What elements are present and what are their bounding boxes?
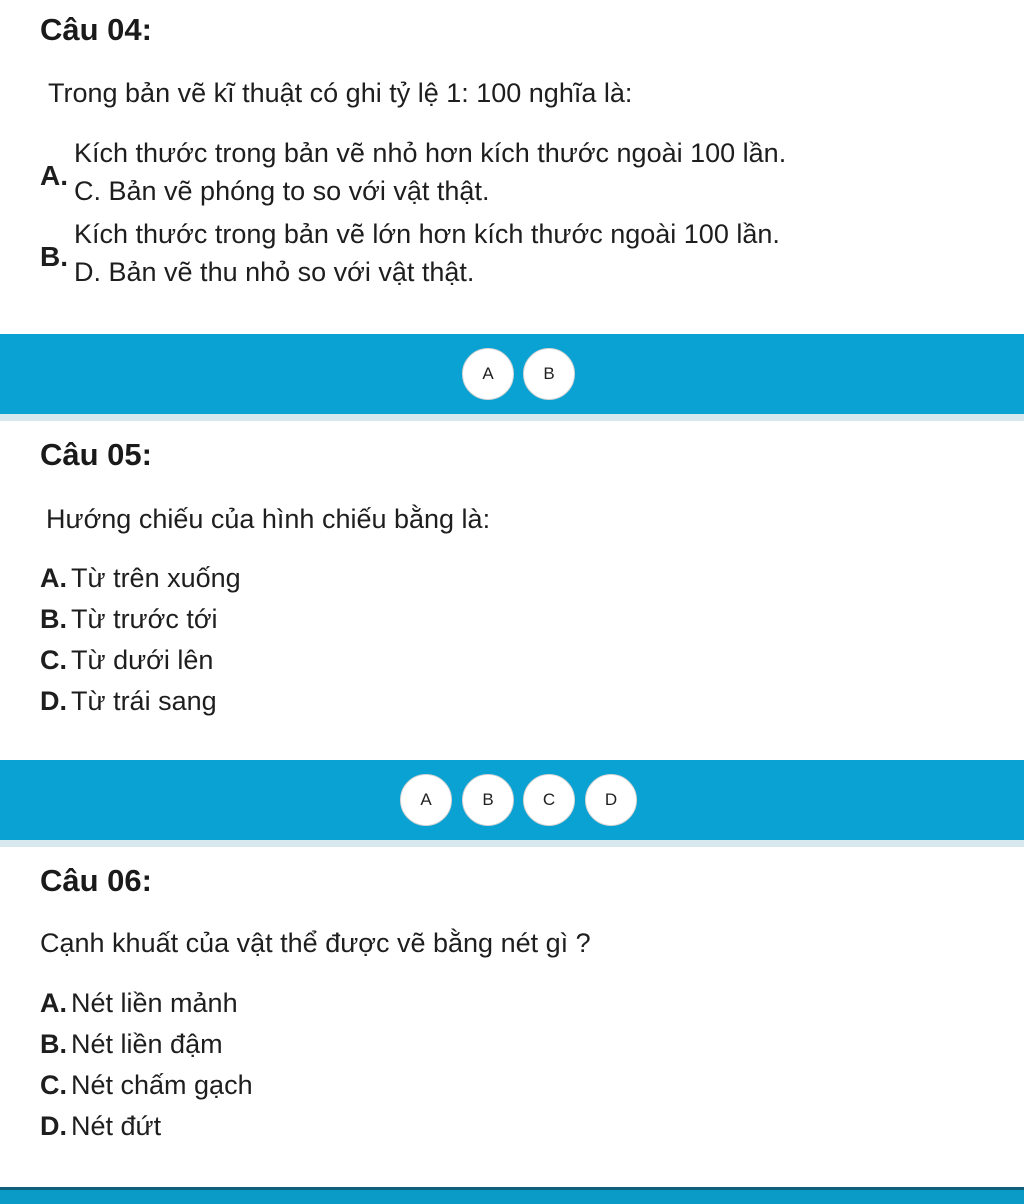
option-d <box>40 1111 161 1142</box>
question-title: Câu 04: <box>40 12 152 47</box>
option-text: Từ trên xuống <box>71 563 241 593</box>
option-a <box>40 563 241 594</box>
option-c <box>40 1070 253 1101</box>
question-stem: Cạnh khuất của vật thể được vẽ bằng nét gì ? <box>40 928 591 958</box>
answer-bar-edge <box>0 1187 1024 1204</box>
option-letter: D. <box>40 686 67 716</box>
option-letter: B. <box>40 241 68 272</box>
option-letter: B. <box>40 604 67 634</box>
option-letter: C. <box>40 1070 67 1100</box>
question-title: Câu 06: <box>40 863 152 898</box>
option-text: Nét liền đậm <box>71 1029 223 1059</box>
question-stem: Trong bản vẽ kĩ thuật có ghi tỷ lệ 1: 100 nghĩa là: <box>48 78 633 108</box>
option-letter: C. <box>40 645 67 675</box>
option-letter: A. <box>40 160 68 191</box>
option-b <box>40 1029 223 1060</box>
option-text: Từ trái sang <box>71 686 217 716</box>
answer-button-a[interactable]: A <box>400 774 452 826</box>
option-text: Kích thước trong bản vẽ nhỏ hơn kích thước ngoài 100 lần. <box>74 138 787 168</box>
option-b <box>40 604 218 635</box>
option-letter: D. <box>40 1111 67 1141</box>
question-title: Câu 05: <box>40 437 152 472</box>
option-a <box>40 988 238 1019</box>
answer-button-a[interactable]: A <box>462 348 514 400</box>
option-letter: A. <box>40 988 67 1018</box>
question-stem: Hướng chiếu của hình chiếu bằng là: <box>46 504 491 534</box>
option-c <box>40 645 213 676</box>
answer-button-c[interactable]: C <box>523 774 575 826</box>
answer-bar <box>0 760 1024 847</box>
option-text: Nét liền mảnh <box>71 988 238 1018</box>
option-text: Nét đứt <box>71 1111 162 1141</box>
answer-button-d[interactable]: D <box>585 774 637 826</box>
option-text: C. Bản vẽ phóng to so với vật thật. <box>74 176 490 206</box>
answer-bar <box>0 334 1024 421</box>
option-letter: A. <box>40 563 67 593</box>
option-text: Từ trước tới <box>71 604 218 634</box>
option-text: Kích thước trong bản vẽ lớn hơn kích thước ngoài 100 lần. <box>74 219 780 249</box>
option-text: Từ dưới lên <box>71 645 214 675</box>
option-text: D. Bản vẽ thu nhỏ so với vật thật. <box>74 257 475 287</box>
answer-button-b[interactable]: B <box>462 774 514 826</box>
option-d <box>40 686 217 717</box>
option-text: Nét chấm gạch <box>71 1070 253 1100</box>
option-b <box>40 219 1020 299</box>
option-a <box>40 138 1020 218</box>
answer-button-b[interactable]: B <box>523 348 575 400</box>
option-letter: B. <box>40 1029 67 1059</box>
